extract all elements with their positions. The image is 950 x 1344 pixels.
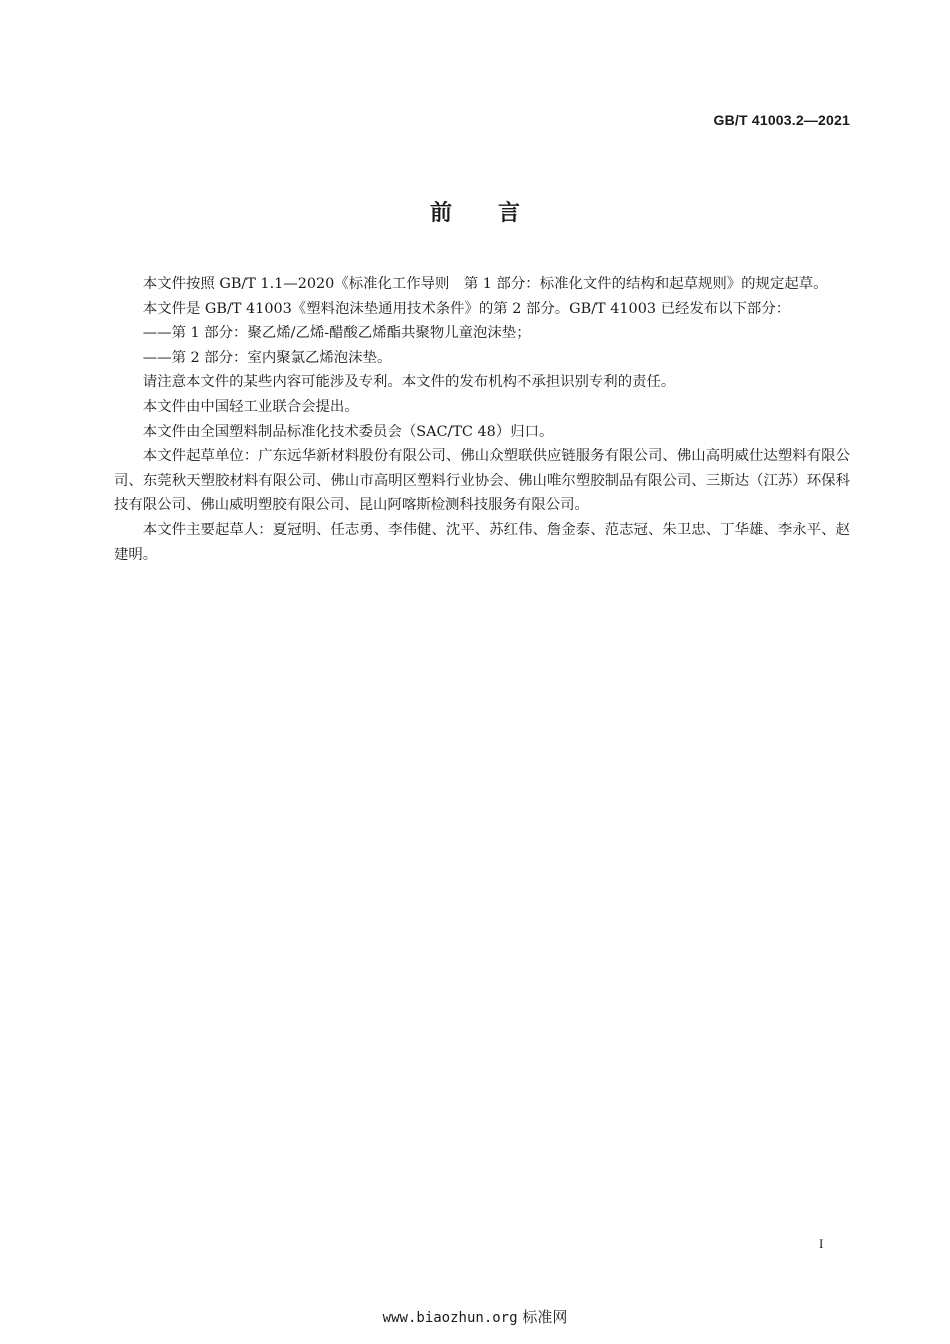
- paragraph-main-drafters: 本文件主要起草人：夏冠明、任志勇、李伟健、沈平、苏红伟、詹金泰、范志冠、朱卫忠、丁华雄、李永平、赵建明。: [114, 521, 850, 563]
- footer-url[interactable]: www.biaozhun.org: [382, 1310, 518, 1326]
- paragraph-under-jurisdiction: 本文件由全国塑料制品标准化技术委员会（SAC/TC 48）归口。: [142, 423, 554, 440]
- paragraph-document-part: 本文件是 GB/T 41003《塑料泡沫垫通用技术条件》的第 2 部分。GB/T 41003 已经发布以下部分：: [142, 300, 791, 317]
- paragraph-part-1: ——第 1 部分：聚乙烯/乙烯-醋酸乙烯酯共聚物儿童泡沫垫；: [142, 325, 531, 342]
- paragraph-patent-notice: 请注意本文件的某些内容可能涉及专利。本文件的发布机构不承担识别专利的责任。: [142, 374, 676, 391]
- footer-site-name: 标准网: [522, 1308, 568, 1326]
- paragraph-part-2: ——第 2 部分：室内聚氯乙烯泡沫垫。: [142, 349, 392, 366]
- paragraph-drafting-rules: 本文件按照 GB/T 1.1—2020《标准化工作导则 第 1 部分：标准化文件的结构和起草规则》的规定起草。: [142, 276, 828, 292]
- foreword-body: [114, 272, 850, 567]
- page-title: 前言: [429, 201, 566, 226]
- paragraph-proposed-by: 本文件由中国轻工业联合会提出。: [142, 398, 359, 415]
- footer: [0, 1306, 950, 1327]
- paragraph-drafting-units: 本文件起草单位：广东远华新材料股份有限公司、佛山众塑联供应链服务有限公司、佛山高明威仕达塑料有限公司、东莞秋天塑胶材料有限公司、佛山市高明区塑料行业协会、佛山唯尔塑胶制品有限公司、三斯达（江苏）环保科技有限公司、佛山威明塑胶有限公司、昆山阿喀斯检测科技服务有限公司。: [114, 448, 850, 514]
- page-number: I: [819, 1236, 824, 1251]
- standard-number: GB/T 41003.2—2021: [713, 112, 850, 128]
